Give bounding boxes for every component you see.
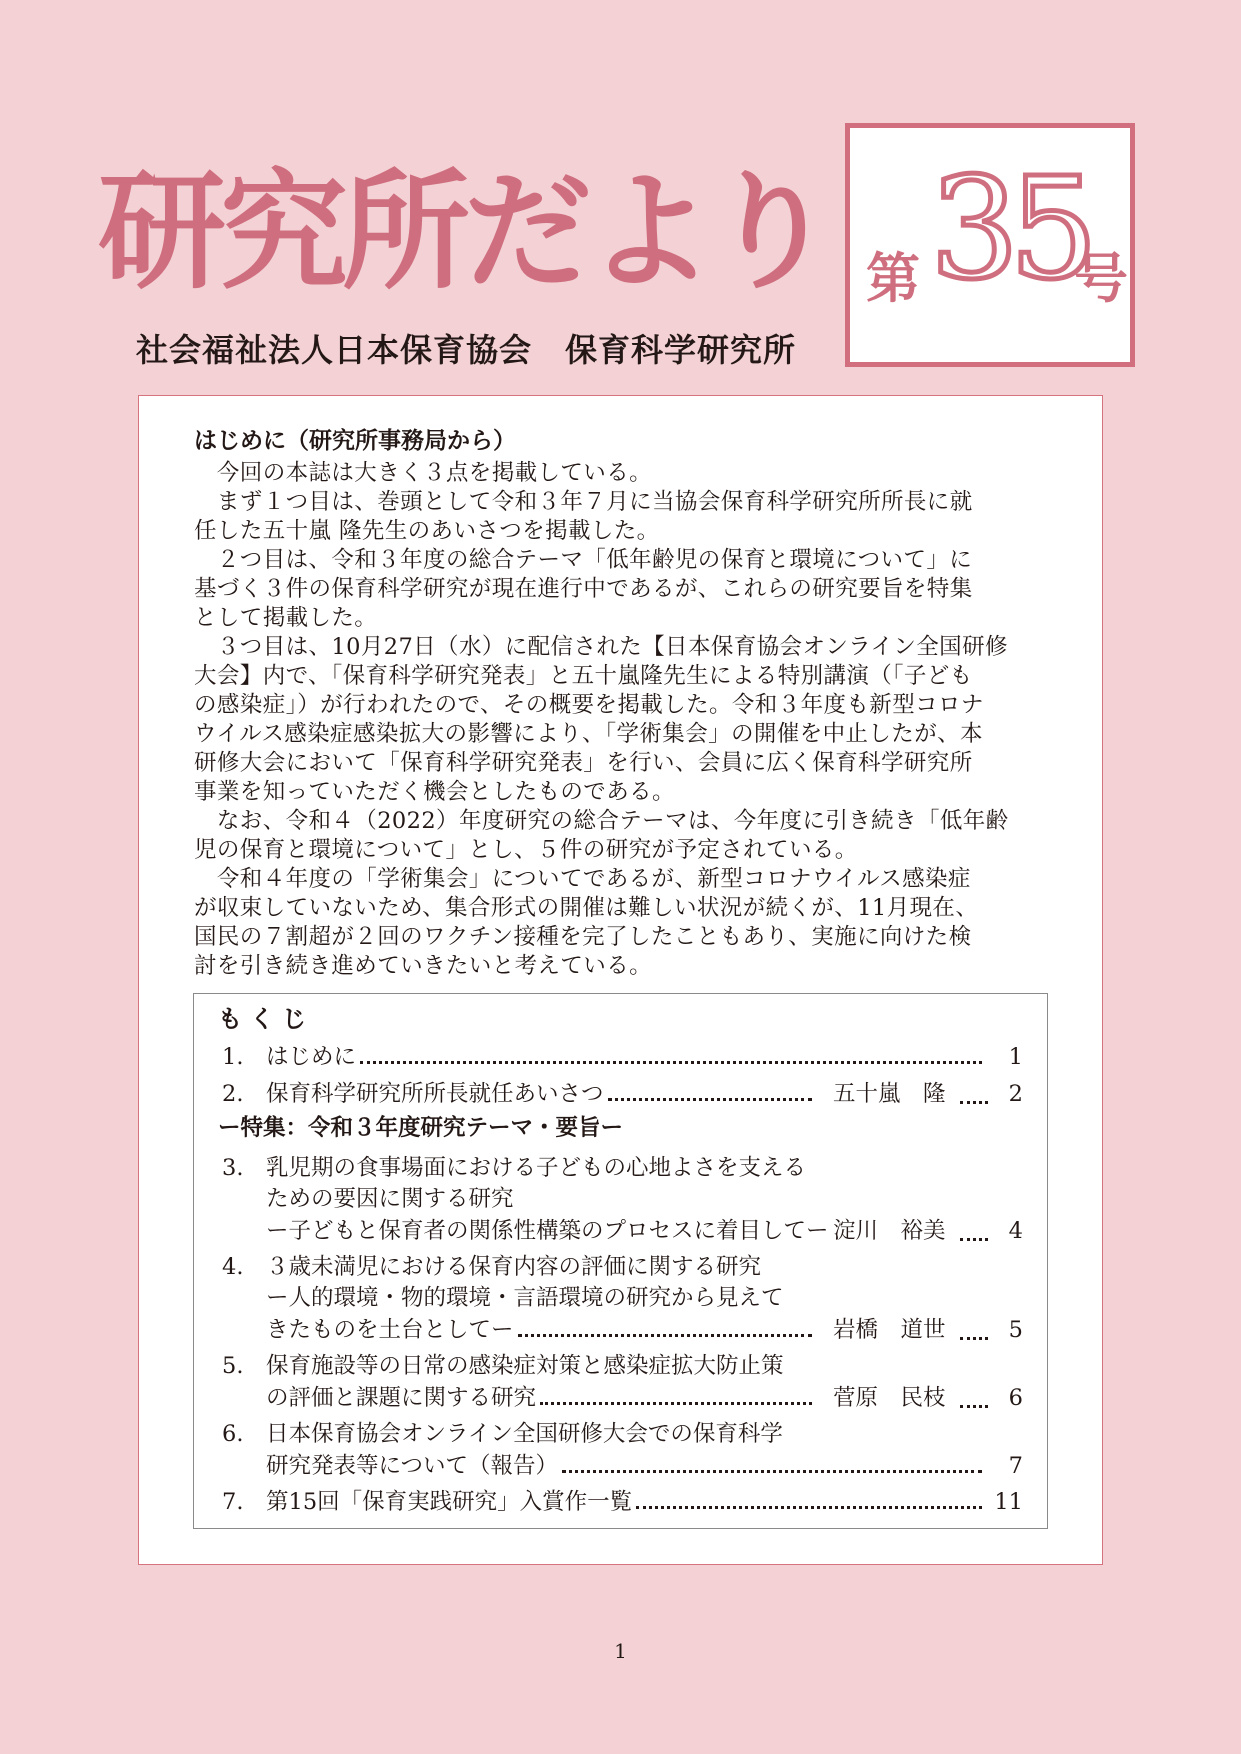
toc-item-number: 4. <box>222 1254 244 1280</box>
toc-special-section-heading: ー特集：令和３年度研究テーマ・要旨ー <box>218 1115 624 1141</box>
dot-leader <box>960 1404 988 1408</box>
toc-page-number: 7 <box>1008 1453 1023 1479</box>
intro-line: 令和４年度の「学術集会」についてであるが、新型コロナウイルス感染症 <box>194 866 971 892</box>
intro-line: 基づく３件の保育科学研究が現在進行中であるが、これらの研究要旨を特集 <box>194 576 973 602</box>
toc-item-title[interactable]: 日本保育協会オンライン全国研修大会での保育科学 <box>266 1421 783 1447</box>
intro-line: として掲載した。 <box>194 605 378 631</box>
toc-item-number: 7. <box>222 1489 244 1515</box>
issue-number-badge <box>845 123 1135 367</box>
toc-item-title: 保育科学研究所所長就任あいさつ <box>266 1080 604 1107</box>
dot-leader <box>960 1237 988 1241</box>
issue-suffix: 号 <box>1074 247 1128 310</box>
toc-item-number: 6. <box>222 1421 244 1447</box>
intro-line: が収束していないため、集合形式の開催は難しい状況が続くが、11月現在、 <box>194 895 979 921</box>
dot-leader <box>636 1506 982 1509</box>
toc-page-number: 5 <box>1008 1317 1023 1343</box>
intro-line: ２つ目は、令和３年度の総合テーマ「低年齢児の保育と環境について」に <box>194 547 973 573</box>
toc-author: 五十嵐 隆 <box>833 1081 946 1107</box>
toc-item-2[interactable] <box>266 1081 818 1105</box>
toc-item-6[interactable] <box>266 1453 988 1477</box>
intro-line: 事業を知っていただく機会としたものである。 <box>194 779 675 805</box>
toc-item-title-cont: 研究発表等について（報告） <box>266 1452 559 1479</box>
dot-leader <box>960 1100 988 1104</box>
intro-line: ウイルス感染症感染拡大の影響により、「学術集会」の開催を中止したが、本 <box>194 721 983 747</box>
intro-line: 任した五十嵐 隆先生のあいさつを掲載した。 <box>194 518 660 544</box>
newsletter-title: 研究所だより <box>98 157 831 307</box>
toc-page-number: 4 <box>1008 1218 1023 1244</box>
toc-item-title-cont: ための要因に関する研究 <box>266 1186 514 1212</box>
intro-line: 国民の７割超が２回のワクチン接種を完了したこともあり、実施に向けた検 <box>194 924 972 950</box>
toc-item-title: 第15回「保育実践研究」入賞作一覧 <box>266 1488 633 1515</box>
issue-prefix: 第 <box>866 247 920 310</box>
toc-item-subtitle: ー人的環境・物的環境・言語環境の研究から見えて <box>266 1285 784 1311</box>
toc-item-4[interactable] <box>266 1317 818 1341</box>
intro-line: まず１つ目は、巻頭として令和３年７月に当協会保育科学研究所所長に就 <box>194 489 973 515</box>
toc-page-number: 1 <box>1008 1044 1023 1070</box>
toc-item-title[interactable]: ３歳未満児における保育内容の評価に関する研究 <box>266 1254 762 1280</box>
toc-page-number: 2 <box>1008 1081 1023 1107</box>
dot-leader <box>518 1334 812 1337</box>
toc-item-number: 3. <box>222 1155 244 1181</box>
toc-item-title[interactable]: 乳児期の食事場面における子どもの心地よさを支える <box>266 1155 807 1181</box>
intro-line: 討を引き続き進めていきたいと考えている。 <box>194 953 653 979</box>
dot-leader <box>562 1470 982 1473</box>
toc-item-5[interactable] <box>266 1385 818 1409</box>
intro-line: の感染症」）が行われたので、その概要を掲載した。令和３年度も新型コロナ <box>194 692 984 718</box>
toc-item-title-cont: の評価と課題に関する研究 <box>266 1384 537 1411</box>
intro-line: 児の保育と環境について」とし、５件の研究が予定されている。 <box>194 837 858 863</box>
publisher-name: 社会福祉法人日本保育協会 保育科学研究所 <box>136 331 797 369</box>
toc-author: 岩橋 道世 <box>833 1317 946 1343</box>
page-number: 1 <box>614 1639 627 1663</box>
issue-number: 35 <box>930 148 1089 311</box>
dot-leader <box>540 1402 812 1405</box>
intro-line: 今回の本誌は大きく３点を掲載している。 <box>194 460 653 486</box>
toc-item-7[interactable] <box>266 1489 988 1513</box>
intro-line: 大会】内で、「保育科学研究発表」と五十嵐隆先生による特別講演（「子ども <box>194 663 973 689</box>
toc-item-title[interactable]: 保育施設等の日常の感染症対策と感染症拡大防止策 <box>266 1353 784 1379</box>
toc-item-1[interactable] <box>266 1044 988 1068</box>
toc-page-number: 6 <box>1008 1385 1023 1411</box>
intro-heading: はじめに（研究所事務局から） <box>194 428 516 454</box>
toc-item-number: 1. <box>222 1044 244 1070</box>
toc-author: 菅原 民枝 <box>833 1385 946 1411</box>
intro-line: ３つ目は、10月27日（水）に配信された【日本保育協会オンライン全国研修 <box>194 634 1008 660</box>
toc-item-number: 5. <box>222 1353 244 1379</box>
toc-heading: もくじ <box>218 1005 314 1033</box>
toc-item-subtitle-cont: きたものを土台としてー <box>266 1316 514 1343</box>
dot-leader <box>608 1098 812 1101</box>
toc-page-number: 11 <box>994 1489 1023 1515</box>
intro-body <box>194 459 1049 981</box>
toc-item-number: 2. <box>222 1081 244 1107</box>
dot-leader <box>360 1061 982 1064</box>
toc-item-title: はじめに <box>266 1043 357 1070</box>
toc-item-3[interactable] <box>266 1217 829 1244</box>
intro-line: なお、令和４（2022）年度研究の総合テーマは、今年度に引き続き「低年齢 <box>194 808 1009 834</box>
toc-item-subtitle: ー子どもと保育者の関係性構築のプロセスに着目してー <box>266 1217 829 1244</box>
dot-leader <box>960 1336 988 1340</box>
intro-line: 研修大会において「保育科学研究発表」を行い、会員に広く保育科学研究所 <box>194 750 973 776</box>
toc-author: 淀川 裕美 <box>833 1218 946 1244</box>
